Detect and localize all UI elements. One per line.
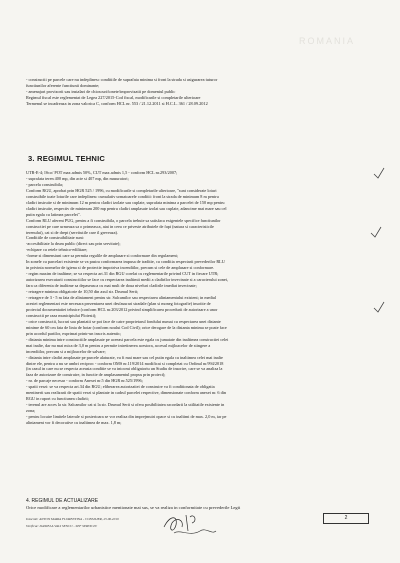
text-line: Conform RGU, aprobat prin HGR 525 / 1996, cu modificarile si completarile ulterioare, "sunt considerate loturi: [26, 187, 217, 193]
text-line: proiectul documentatiei tehnice (conform HCL nr.203/2012 privind simplificarea procedurii de autorizare a unor: [26, 306, 218, 312]
text-line: - nr. de parcaje necesar - conform Anexei nr.5 din HGR nr.525/1996;: [26, 378, 143, 384]
verified-by: Verificat: DANIELA VALI SENCU - SEF SERVICIU: [26, 524, 98, 528]
text-line: faza de autorizare de construire, in functie de amplasamentul propus prin proiect);: [26, 372, 166, 378]
margin-check-mark: [369, 225, 383, 239]
text-line: constructii pe raza municipiului Ploiesti);: [26, 312, 97, 318]
page-number: 2: [344, 515, 348, 521]
page-number-box: [323, 513, 369, 524]
text-line: zona;: [26, 408, 36, 414]
margin-check-mark: [372, 166, 386, 180]
text-line: constructiei pe care urmeaza sa o primeasca, atat in ceea ce priveste atributele de fapt (natura si caracteristicile: [26, 223, 214, 229]
text-line: UTR-E-4; ISco/ POT max.admis 50%, CUT max.admis 1,5 - conform HCL nr.293/2007;: [26, 170, 178, 175]
text-line: - regim maxim de inaltime; se va respecta art.31 din RGU corelat cu reglementarile privind CUT in fiecare UTR;: [26, 271, 219, 277]
text-line: Conditiile de construibilitate sunt:: [26, 235, 84, 241]
text-line: - orice constructii, lucrari sau plantatii se pot face de catre proprietarul fondului numai cu respectarea unei distante: [26, 318, 221, 324]
text-line: in privinta normelor de igiena si de protectie impotriva incendiilor, precum si cele de amplasare si conformare.: [26, 265, 215, 271]
text-line: putin egala cu latimea parcelei".: [26, 211, 81, 217]
text-line: - pentru locuire limitele laterale si posterioara se vor realiza din imprejmuiri opace si cu inaltimi de max. 2,0 m, iar pe: [26, 414, 227, 420]
text-line: Conform RLU aferent PUG, pentru a fi construibila, o parcela trebuie sa satisfaca exigentele specifice functiunilor: [26, 217, 221, 223]
margin-check-mark: [372, 300, 386, 314]
text-line: Regimul fiscal este reglementat de Legea 227/2015-Cod fiscal, modificarile si completarile ulterioare: [26, 95, 201, 101]
text-line: Termenul se incadreaza in zona valorica C, conform HCL nr. 553 / 21.12.2011 si H.C.L. 361 / 28.09.2012: [26, 101, 208, 107]
text-line: - spatii verzi: se va respecta art.34 din RGU; eliberarea autorizatiei de construire va fi conditionata de obligatia: [26, 384, 215, 390]
text-line: -accesibilitate la drum public (direct sau prin servitute);: [26, 241, 121, 247]
text-line: -echipare cu retele tehnico-edilitare;: [26, 247, 88, 253]
text-line: minime de 60 cm fata de linia de hotar (conform noului Cod Civil); orice derogare de la distanta minima se poate face: [26, 324, 227, 330]
text-line: In zonele cu parcelari existente se va pastra conformarea impusa de traditie, cu conditia respectarii prevederilor RLU: [26, 259, 225, 265]
text-line: mentinerii sau realizarii de spatii verzi si plantate in cadrul parcelei respective, dimensionate conform anexei nr. 6 din: [26, 390, 227, 396]
text-line: acestei reglementari este necesara prezentarea unei desfasurari stradale (plan si moneg fotografie) insotite de: [26, 300, 211, 306]
text-line: - parcela construibila;: [26, 181, 64, 187]
text-line: - distanta intre cladiri amplasate pe parcele alaturate, va fi mai mare sau cel putin egala cu inaltimea celei mai inalte: [26, 354, 223, 360]
text-line: autorizarea executarii constructiilor se face cu respectarea inaltimii medii a cladirilor invecinate si a caracterului zonei,: [26, 277, 229, 283]
text-line: aliniament vor fi decorative cu inaltimea de max. 1,8 m;: [26, 420, 122, 426]
text-line: -forme si dimensiuni care sa permita regulile de amplasare si conformare din regulament;: [26, 253, 178, 259]
text-line: mai inalte, dar nu mai mica de 3,0 m pentru a permite intretinerea acestora, accesul mijloacelor de stingere a: [26, 342, 211, 348]
section-regimul-tehnic-body: [26, 170, 368, 426]
text-line: - retragere minima obligatorie de 10,50 din axul str. Drumul Serii;: [26, 289, 139, 295]
text-line: - distanta minima intre constructiile amplasate pe aceeasi parcela este egala cu jumatate din inaltimea constructiei celei: [26, 336, 229, 342]
text-line: terenului), cat si de drept (servitutile care il greveaza).: [26, 229, 119, 235]
text-line: - retragere de 3 - 5 m fata de aliniament pentru str. Salcamilor sau respectarea aliniamentului existent; in mediul: [26, 295, 217, 301]
prepared-by: Intocmit: ANTON MARIA FLORENTINA - CONSILIER, 25.06.2019: [26, 517, 119, 521]
text-line: incendiilor, precum si a mijloacelor de salvare;: [26, 348, 106, 354]
text-line: RGU in raport cu functiunea cladirii;: [26, 396, 89, 402]
text-line: - amenajari provizorii sau instalari de chioscuri/tonete/improvizatii pe domeniul public: [26, 89, 176, 95]
text-line: fara ca diferenta de inaltime sa depaseasca cu mai mult de doua niveluri cladirile imediat invecinate;: [26, 283, 197, 289]
section-title-regimul-tehnic: 3. REGIMUL TEHNIC: [28, 154, 106, 163]
signature-image: [160, 511, 220, 539]
text-line: dintre ele, pentru a nu se umbri reciproc - conform OMS nr.119/2014 modificat si completat cu Ordinul nr.994/2018: [26, 360, 224, 366]
section-prohibitions: [26, 77, 366, 107]
text-line: - constructii pe parcele care nu indeplinesc conditiile de suprafata minima si front la strada si asigurarea tuturor: [26, 77, 218, 82]
background-watermark: ROMANIA: [298, 36, 355, 46]
text-line: (in cazul in care nu se respecta aceasta conditie se va intocmi obligatoriu un Studiu de insorire, care se va analiza la: [26, 366, 223, 372]
section-title-regimul-de-actualizare: 4. REGIMUL DE ACTUALIZARE: [26, 498, 99, 504]
text-line: functiunilor aferente functiunii dominante;: [26, 83, 100, 89]
document-footer: [26, 516, 276, 530]
text-line: cladiri insiruite si de minimum 12 m pentru cladiri izolate sau cuplate, suprafata minima a parcelei de 150 mp pentru: [26, 199, 225, 205]
text-line: - suprafata teren 400 mp, din acte si 407 mp, din masuratori;: [26, 175, 129, 181]
text-line: cladiri insiruite, respectiv de minimum 200 mp pentru cladiri amplasate izolat sau cuplate, adancime mai mare sau cel: [26, 205, 227, 211]
text-line: prin acordul partilor, exprimat printr-un inscris autentic;: [26, 330, 122, 336]
text-line: - terenul are acces la str. Salcamilor cat si la str. Drumul Serii si ofera posibilitatea racordarii la utilitatile existente in: [26, 402, 225, 408]
text-line: construibile toate loturile care indeplinesc cumulativ urmatoarele conditii: front la strada de minimum 8 m pentru: [26, 193, 219, 199]
section-regimul-de-actualizare-text: Orice modificare a reglementarilor urbanistice mentionate mai sus, se va realiza in conformitate cu prevederile Legii: [26, 505, 241, 510]
